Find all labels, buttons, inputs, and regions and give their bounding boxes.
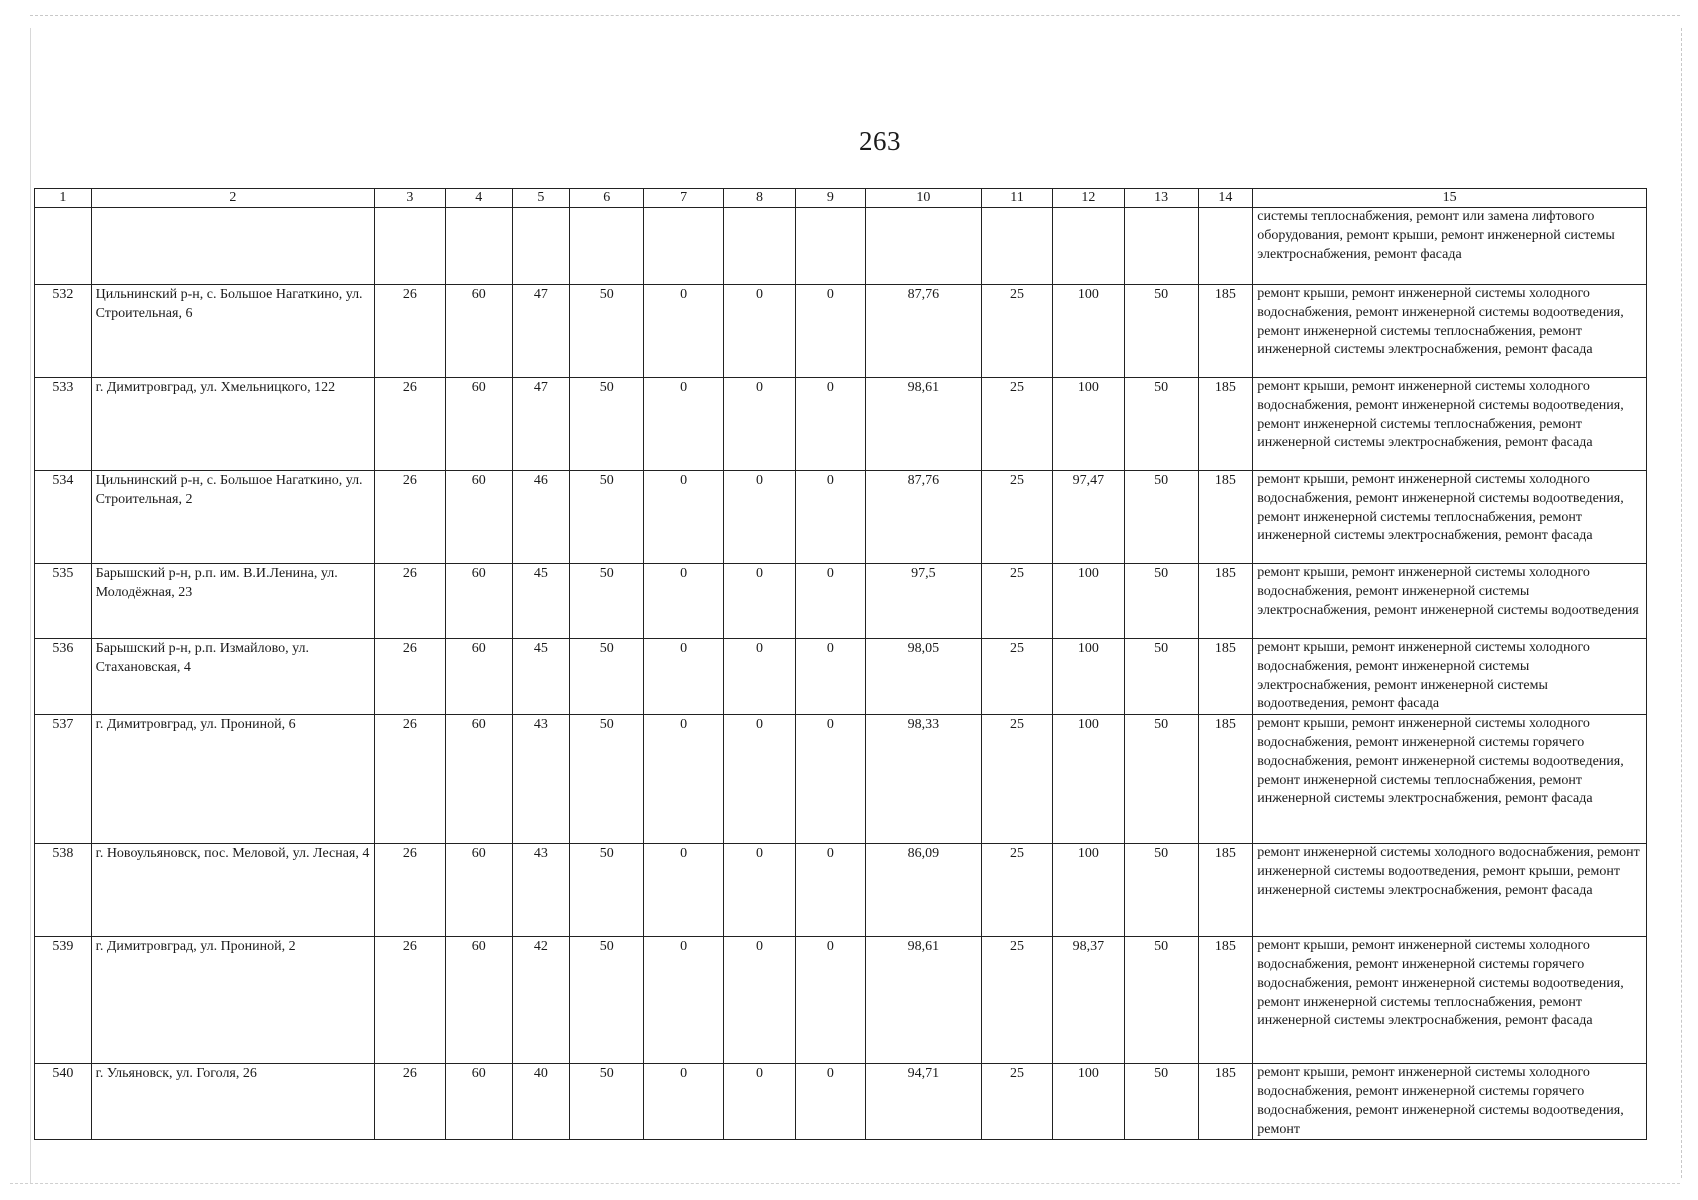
column-header: 14 [1198, 189, 1253, 208]
value-cell: 45 [512, 639, 570, 715]
value-cell: 60 [445, 844, 512, 937]
value-cell: 60 [445, 1064, 512, 1140]
value-cell: 0 [795, 937, 865, 1064]
value-cell: 98,05 [865, 639, 981, 715]
value-cell: 60 [445, 937, 512, 1064]
table-row [35, 844, 1647, 937]
value-cell: 0 [795, 471, 865, 564]
address-cell: Цильнинский р-н, с. Большое Нагаткино, ул. Строительная, 6 [91, 285, 374, 378]
value-cell: 98,61 [865, 937, 981, 1064]
value-cell: 0 [724, 378, 796, 471]
value-cell: 0 [795, 564, 865, 639]
value-cell: 60 [445, 639, 512, 715]
column-header: 10 [865, 189, 981, 208]
value-cell: 0 [795, 715, 865, 844]
value-cell: 0 [644, 1064, 724, 1140]
table-row [35, 639, 1647, 715]
value-cell: 0 [644, 639, 724, 715]
column-header: 12 [1052, 189, 1124, 208]
column-header: 13 [1124, 189, 1198, 208]
value-cell: 185 [1198, 1064, 1253, 1140]
value-cell: 26 [374, 715, 445, 844]
value-cell: 50 [570, 1064, 644, 1140]
page-number: 263 [859, 126, 901, 156]
value-cell: 25 [982, 937, 1053, 1064]
column-header: 5 [512, 189, 570, 208]
value-cell: 50 [570, 378, 644, 471]
address-cell: г. Димитровград, ул. Хмельницкого, 122 [91, 378, 374, 471]
value-cell: 185 [1198, 844, 1253, 937]
value-cell: 26 [374, 471, 445, 564]
works-cell: системы теплоснабжения, ремонт или замена лифтового оборудования, ремонт крыши, ремонт инженерной системы электроснабжения, ремонт фасада [1253, 208, 1647, 285]
row-number: 532 [35, 285, 92, 378]
value-cell: 60 [445, 564, 512, 639]
value-cell: 50 [1124, 844, 1198, 937]
value-cell: 50 [570, 937, 644, 1064]
value-cell: 60 [445, 471, 512, 564]
value-cell: 50 [570, 715, 644, 844]
column-header: 9 [795, 189, 865, 208]
value-cell: 100 [1052, 844, 1124, 937]
value-cell: 25 [982, 471, 1053, 564]
value-cell: 0 [724, 564, 796, 639]
address-cell: г. Димитровград, ул. Прониной, 2 [91, 937, 374, 1064]
value-cell: 25 [982, 844, 1053, 937]
value-cell: 0 [644, 937, 724, 1064]
address-cell: г. Ульяновск, ул. Гоголя, 26 [91, 1064, 374, 1140]
column-header: 4 [445, 189, 512, 208]
value-cell: 50 [1124, 1064, 1198, 1140]
value-cell: 0 [724, 844, 796, 937]
value-cell: 98,33 [865, 715, 981, 844]
value-cell: 50 [1124, 285, 1198, 378]
row-number: 539 [35, 937, 92, 1064]
works-cell: ремонт крыши, ремонт инженерной системы холодного водоснабжения, ремонт инженерной системы водоотведения, ремонт инженерной системы теплоснабжения, ремонт инженерной системы электроснабжения, ремонт фасада [1253, 471, 1647, 564]
value-cell: 100 [1052, 285, 1124, 378]
value-cell: 0 [724, 1064, 796, 1140]
value-cell: 25 [982, 285, 1053, 378]
value-cell: 47 [512, 378, 570, 471]
works-cell: ремонт крыши, ремонт инженерной системы холодного водоснабжения, ремонт инженерной системы водоотведения, ремонт инженерной системы теплоснабжения, ремонт инженерной системы электроснабжения, ремонт фасада [1253, 378, 1647, 471]
table-row [35, 937, 1647, 1064]
value-cell: 0 [724, 285, 796, 378]
value-cell: 47 [512, 285, 570, 378]
value-cell: 0 [724, 471, 796, 564]
value-cell: 97,5 [865, 564, 981, 639]
value-cell: 185 [1198, 639, 1253, 715]
value-cell: 26 [374, 564, 445, 639]
value-cell: 0 [644, 715, 724, 844]
value-cell: 87,76 [865, 285, 981, 378]
value-cell: 50 [570, 639, 644, 715]
value-cell: 60 [445, 285, 512, 378]
address-cell: Барышский р-н, р.п. Измайлово, ул. Стахановская, 4 [91, 639, 374, 715]
row-number: 533 [35, 378, 92, 471]
row-number: 536 [35, 639, 92, 715]
value-cell: 50 [570, 471, 644, 564]
value-cell: 25 [982, 639, 1053, 715]
row-number: 538 [35, 844, 92, 937]
value-cell: 86,09 [865, 844, 981, 937]
value-cell: 94,71 [865, 1064, 981, 1140]
column-header: 2 [91, 189, 374, 208]
column-header: 7 [644, 189, 724, 208]
value-cell: 26 [374, 639, 445, 715]
value-cell: 100 [1052, 715, 1124, 844]
row-number: 540 [35, 1064, 92, 1140]
works-cell: ремонт инженерной системы холодного водоснабжения, ремонт инженерной системы водоотведения, ремонт крыши, ремонт инженерной системы электроснабжения, ремонт фасада [1253, 844, 1647, 937]
value-cell: 50 [570, 844, 644, 937]
row-number: 534 [35, 471, 92, 564]
value-cell: 0 [795, 1064, 865, 1140]
value-cell: 185 [1198, 471, 1253, 564]
address-cell: Цильнинский р-н, с. Большое Нагаткино, ул. Строительная, 2 [91, 471, 374, 564]
scan-edge [1681, 28, 1682, 1178]
value-cell: 46 [512, 471, 570, 564]
column-number-row [35, 189, 1647, 208]
works-cell: ремонт крыши, ремонт инженерной системы холодного водоснабжения, ремонт инженерной системы водоотведения, ремонт инженерной системы теплоснабжения, ремонт инженерной системы электроснабжения, ремонт фасада [1253, 285, 1647, 378]
value-cell: 50 [1124, 937, 1198, 1064]
value-cell: 50 [1124, 639, 1198, 715]
value-cell: 0 [644, 378, 724, 471]
value-cell: 0 [724, 937, 796, 1064]
value-cell: 42 [512, 937, 570, 1064]
value-cell: 0 [795, 639, 865, 715]
column-header: 6 [570, 189, 644, 208]
column-header: 3 [374, 189, 445, 208]
value-cell: 100 [1052, 564, 1124, 639]
value-cell: 26 [374, 937, 445, 1064]
value-cell: 25 [982, 715, 1053, 844]
row-number: 535 [35, 564, 92, 639]
value-cell: 60 [445, 378, 512, 471]
column-header: 15 [1253, 189, 1647, 208]
column-header: 11 [982, 189, 1053, 208]
works-cell: ремонт крыши, ремонт инженерной системы холодного водоснабжения, ремонт инженерной системы электроснабжения, ремонт инженерной системы водоотведения [1253, 564, 1647, 639]
scan-edge [10, 1183, 1680, 1184]
value-cell: 26 [374, 1064, 445, 1140]
value-cell: 0 [644, 285, 724, 378]
value-cell: 98,61 [865, 378, 981, 471]
table-row [35, 1064, 1647, 1140]
value-cell: 60 [445, 715, 512, 844]
address-cell: Барышский р-н, р.п. им. В.И.Ленина, ул. Молодёжная, 23 [91, 564, 374, 639]
value-cell: 0 [795, 378, 865, 471]
value-cell: 100 [1052, 1064, 1124, 1140]
value-cell: 40 [512, 1064, 570, 1140]
value-cell: 0 [644, 564, 724, 639]
value-cell: 185 [1198, 937, 1253, 1064]
works-cell: ремонт крыши, ремонт инженерной системы холодного водоснабжения, ремонт инженерной системы горячего водоснабжения, ремонт инженерной системы водоотведения, ремонт инженерной системы теплоснабжения, ремонт инженерной системы электроснабжения, ремонт фасада [1253, 937, 1647, 1064]
value-cell: 25 [982, 564, 1053, 639]
column-header: 8 [724, 189, 796, 208]
address-cell: г. Новоульяновск, пос. Меловой, ул. Лесная, 4 [91, 844, 374, 937]
table-row [35, 715, 1647, 844]
value-cell: 0 [644, 844, 724, 937]
row-number: 537 [35, 715, 92, 844]
scan-edge [30, 28, 31, 1183]
table-row [35, 378, 1647, 471]
value-cell: 0 [795, 285, 865, 378]
column-header: 1 [35, 189, 92, 208]
value-cell: 185 [1198, 715, 1253, 844]
works-cell: ремонт крыши, ремонт инженерной системы холодного водоснабжения, ремонт инженерной системы горячего водоснабжения, ремонт инженерной системы водоотведения, ремонт инженерной системы теплоснабжения, ремонт инженерной системы электроснабжения, ремонт фасада [1253, 715, 1647, 844]
value-cell: 100 [1052, 639, 1124, 715]
value-cell: 25 [982, 1064, 1053, 1140]
value-cell: 26 [374, 378, 445, 471]
value-cell: 0 [724, 715, 796, 844]
value-cell: 0 [724, 639, 796, 715]
repair-register-table [34, 188, 1647, 1140]
value-cell: 97,47 [1052, 471, 1124, 564]
value-cell: 26 [374, 285, 445, 378]
value-cell: 50 [1124, 715, 1198, 844]
value-cell: 50 [1124, 471, 1198, 564]
scan-edge [30, 15, 1680, 16]
table-row [35, 564, 1647, 639]
value-cell: 50 [570, 564, 644, 639]
value-cell: 43 [512, 715, 570, 844]
works-cell: ремонт крыши, ремонт инженерной системы холодного водоснабжения, ремонт инженерной системы горячего водоснабжения, ремонт инженерной системы водоотведения, ремонт [1253, 1064, 1647, 1140]
carry-over-row [35, 208, 1647, 285]
value-cell: 185 [1198, 285, 1253, 378]
value-cell: 0 [644, 471, 724, 564]
value-cell: 98,37 [1052, 937, 1124, 1064]
works-cell: ремонт крыши, ремонт инженерной системы холодного водоснабжения, ремонт инженерной системы электроснабжения, ремонт инженерной системы водоотведения, ремонт фасада [1253, 639, 1647, 715]
table-row [35, 471, 1647, 564]
value-cell: 100 [1052, 378, 1124, 471]
value-cell: 50 [1124, 378, 1198, 471]
value-cell: 185 [1198, 564, 1253, 639]
address-cell: г. Димитровград, ул. Прониной, 6 [91, 715, 374, 844]
value-cell: 0 [795, 844, 865, 937]
value-cell: 45 [512, 564, 570, 639]
value-cell: 50 [1124, 564, 1198, 639]
table-row [35, 285, 1647, 378]
value-cell: 25 [982, 378, 1053, 471]
value-cell: 185 [1198, 378, 1253, 471]
value-cell: 26 [374, 844, 445, 937]
value-cell: 50 [570, 285, 644, 378]
value-cell: 87,76 [865, 471, 981, 564]
value-cell: 43 [512, 844, 570, 937]
